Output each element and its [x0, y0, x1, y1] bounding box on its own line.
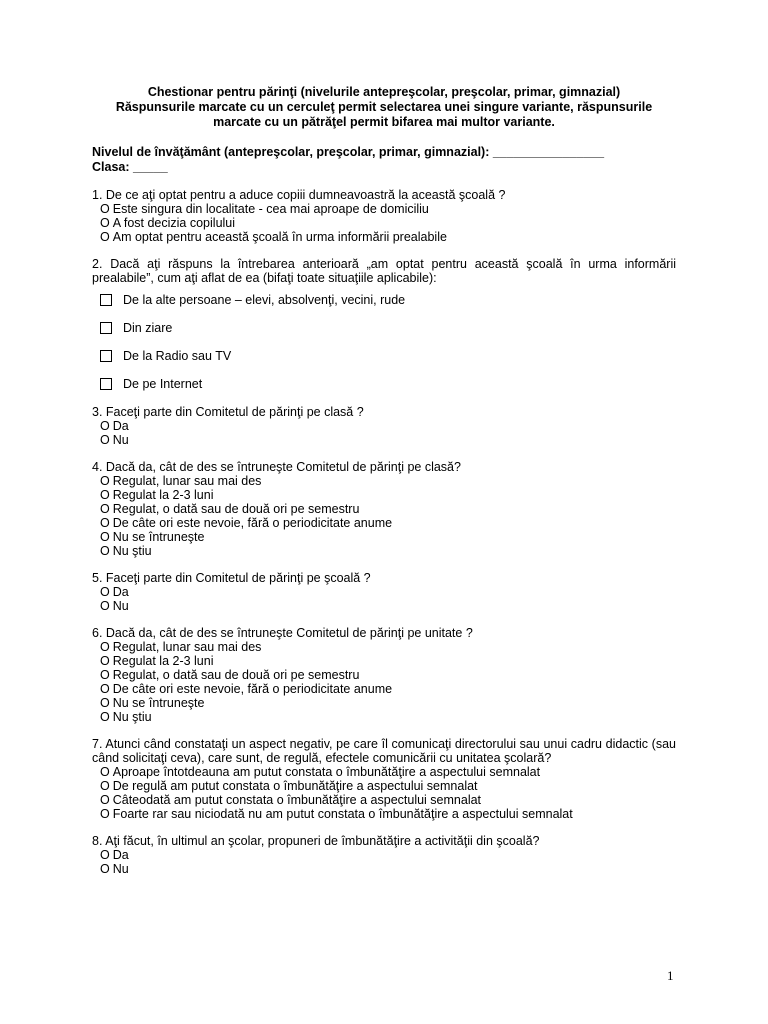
option-label: Am optat pentru această şcoală în urma informării prealabile — [112, 230, 447, 244]
radio-option[interactable] — [92, 807, 676, 821]
option-label: Da — [112, 585, 129, 599]
radio-circle-icon[interactable]: O — [100, 585, 110, 599]
question-text: 2. Dacă aţi răspuns la întrebarea anterioară „am optat pentru această şcoală în urma informării prealabile”, cum aţi aflat de ea (bifaţi toate situaţiile aplicabile): — [92, 257, 676, 285]
radio-option[interactable] — [92, 433, 676, 447]
radio-option[interactable] — [92, 668, 676, 682]
radio-circle-icon[interactable]: O — [100, 544, 110, 558]
checkbox-square-icon[interactable] — [100, 350, 112, 362]
radio-circle-icon[interactable]: O — [100, 807, 110, 821]
checkbox-square-icon[interactable] — [100, 294, 112, 306]
radio-circle-icon[interactable]: O — [100, 433, 110, 447]
option-label: Foarte rar sau niciodată nu am putut constata o îmbunătăţire a aspectului semnalat — [112, 807, 573, 821]
radio-option[interactable] — [92, 765, 676, 779]
question-2 — [92, 257, 676, 391]
radio-circle-icon[interactable]: O — [100, 654, 110, 668]
question-text: 4. Dacă da, cât de des se întruneşte Comitetul de părinţi pe clasă? — [92, 460, 461, 474]
option-label: Din ziare — [123, 321, 173, 335]
title-line-3: marcate cu un pătrăţel permit bifarea mai multor variante. — [213, 115, 555, 129]
question-text: 3. Faceţi parte din Comitetul de părinţi pe clasă ? — [92, 405, 364, 419]
title-line-1: Chestionar pentru părinţi (nivelurile antepreşcolar, preşcolar, primar, gimnazial) — [147, 85, 621, 99]
option-label: Nu — [112, 599, 129, 613]
radio-option[interactable] — [92, 862, 676, 876]
option-label: Nu — [112, 433, 129, 447]
question-text: 6. Dacă da, cât de des se întruneşte Comitetul de părinţi pe unitate ? — [92, 626, 473, 640]
option-label: Regulat la 2-3 luni — [112, 488, 214, 502]
radio-circle-icon[interactable]: O — [100, 848, 110, 862]
document-title — [92, 85, 676, 130]
checkbox-square-icon[interactable] — [100, 378, 112, 390]
option-label: Da — [112, 848, 129, 862]
radio-option[interactable] — [92, 544, 676, 558]
radio-option[interactable] — [92, 488, 676, 502]
option-label: Nu ştiu — [112, 710, 152, 724]
checkbox-list — [92, 293, 676, 391]
radio-circle-icon[interactable]: O — [100, 765, 110, 779]
option-label: Câteodată am putut constata o îmbunătăţire a aspectului semnalat — [112, 793, 482, 807]
radio-circle-icon[interactable]: O — [100, 696, 110, 710]
radio-circle-icon[interactable]: O — [100, 230, 110, 244]
radio-circle-icon[interactable]: O — [100, 530, 110, 544]
radio-circle-icon[interactable]: O — [100, 216, 110, 230]
radio-circle-icon[interactable]: O — [100, 668, 110, 682]
option-label: Regulat, o dată sau de două ori pe semestru — [112, 668, 360, 682]
questions-list — [92, 188, 676, 876]
radio-option[interactable] — [92, 848, 676, 862]
question-text: 7. Atunci când constataţi un aspect negativ, pe care îl comunicaţi directorului sau unui cadru didactic (sau când solicitaţi ceva), care sunt, de regulă, efectele comunicării cu unitatea şcolară? — [92, 737, 676, 765]
option-label: Nu ştiu — [112, 544, 152, 558]
radio-option[interactable] — [92, 599, 676, 613]
radio-option[interactable] — [92, 793, 676, 807]
option-label: De câte ori este nevoie, fără o periodicitate anume — [112, 516, 393, 530]
radio-circle-icon[interactable]: O — [100, 488, 110, 502]
radio-option[interactable] — [92, 682, 676, 696]
radio-option[interactable] — [92, 654, 676, 668]
question-5 — [92, 571, 676, 613]
checkbox-option[interactable] — [92, 377, 676, 391]
radio-option[interactable] — [92, 516, 676, 530]
radio-circle-icon[interactable]: O — [100, 793, 110, 807]
option-label: Nu se întruneşte — [112, 696, 205, 710]
questionnaire-page — [92, 85, 676, 876]
checkbox-square-icon[interactable] — [100, 322, 112, 334]
option-label: A fost decizia copilului — [112, 216, 236, 230]
radio-circle-icon[interactable]: O — [100, 862, 110, 876]
option-label: Aproape întotdeauna am putut constata o îmbunătăţire a aspectului semnalat — [112, 765, 541, 779]
radio-circle-icon[interactable]: O — [100, 502, 110, 516]
radio-option[interactable] — [92, 502, 676, 516]
question-3 — [92, 405, 676, 447]
radio-circle-icon[interactable]: O — [100, 710, 110, 724]
radio-option[interactable] — [92, 640, 676, 654]
radio-option[interactable] — [92, 474, 676, 488]
question-4 — [92, 460, 676, 558]
option-label: De la Radio sau TV — [123, 349, 232, 363]
radio-circle-icon[interactable]: O — [100, 682, 110, 696]
option-label: Regulat, lunar sau mai des — [112, 474, 262, 488]
question-6 — [92, 626, 676, 724]
option-label: De câte ori este nevoie, fără o periodicitate anume — [112, 682, 393, 696]
option-label: Nu — [112, 862, 129, 876]
title-line-2: Răspunsurile marcate cu un cerculeţ permit selectarea unei singure variante, răspunsurile — [115, 100, 653, 114]
radio-circle-icon[interactable]: O — [100, 516, 110, 530]
radio-option[interactable] — [92, 230, 676, 244]
radio-option[interactable] — [92, 585, 676, 599]
education-level-field — [92, 145, 676, 175]
question-8 — [92, 834, 676, 876]
option-label: Da — [112, 419, 129, 433]
checkbox-option[interactable] — [92, 321, 676, 335]
option-label: Regulat la 2-3 luni — [112, 654, 214, 668]
radio-option[interactable] — [92, 779, 676, 793]
question-text: 5. Faceţi parte din Comitetul de părinţi pe şcoală ? — [92, 571, 371, 585]
radio-circle-icon[interactable]: O — [100, 419, 110, 433]
option-label: Nu se întruneşte — [112, 530, 205, 544]
radio-circle-icon[interactable]: O — [100, 779, 110, 793]
radio-option[interactable] — [92, 419, 676, 433]
option-label: De la alte persoane – elevi, absolvenţi, vecini, rude — [123, 293, 406, 307]
radio-circle-icon[interactable]: O — [100, 640, 110, 654]
radio-circle-icon[interactable]: O — [100, 474, 110, 488]
radio-option[interactable] — [92, 202, 676, 216]
option-label: De pe Internet — [123, 377, 203, 391]
radio-option[interactable] — [92, 710, 676, 724]
radio-option[interactable] — [92, 530, 676, 544]
radio-circle-icon[interactable]: O — [100, 202, 110, 216]
radio-option[interactable] — [92, 696, 676, 710]
radio-circle-icon[interactable]: O — [100, 599, 110, 613]
option-label: Este singura din localitate - cea mai aproape de domiciliu — [112, 202, 429, 216]
option-label: Regulat, lunar sau mai des — [112, 640, 262, 654]
checkbox-option[interactable] — [92, 349, 676, 363]
education-level-line: Nivelul de învăţământ (antepreşcolar, preşcolar, primar, gimnazial): ________________ — [92, 145, 605, 159]
question-text: 1. De ce aţi optat pentru a aduce copiii dumneavoastră la această şcoală ? — [92, 188, 506, 202]
radio-option[interactable] — [92, 216, 676, 230]
class-line: Clasa: _____ — [92, 160, 168, 174]
question-1 — [92, 188, 676, 244]
option-label: Regulat, o dată sau de două ori pe semestru — [112, 502, 360, 516]
option-label: De regulă am putut constata o îmbunătăţire a aspectului semnalat — [112, 779, 478, 793]
checkbox-option[interactable] — [92, 293, 676, 307]
question-text: 8. Aţi făcut, în ultimul an şcolar, propuneri de îmbunătăţire a activităţii din şcoală? — [92, 834, 540, 848]
question-7 — [92, 737, 676, 821]
page-number: 1 — [667, 968, 674, 983]
